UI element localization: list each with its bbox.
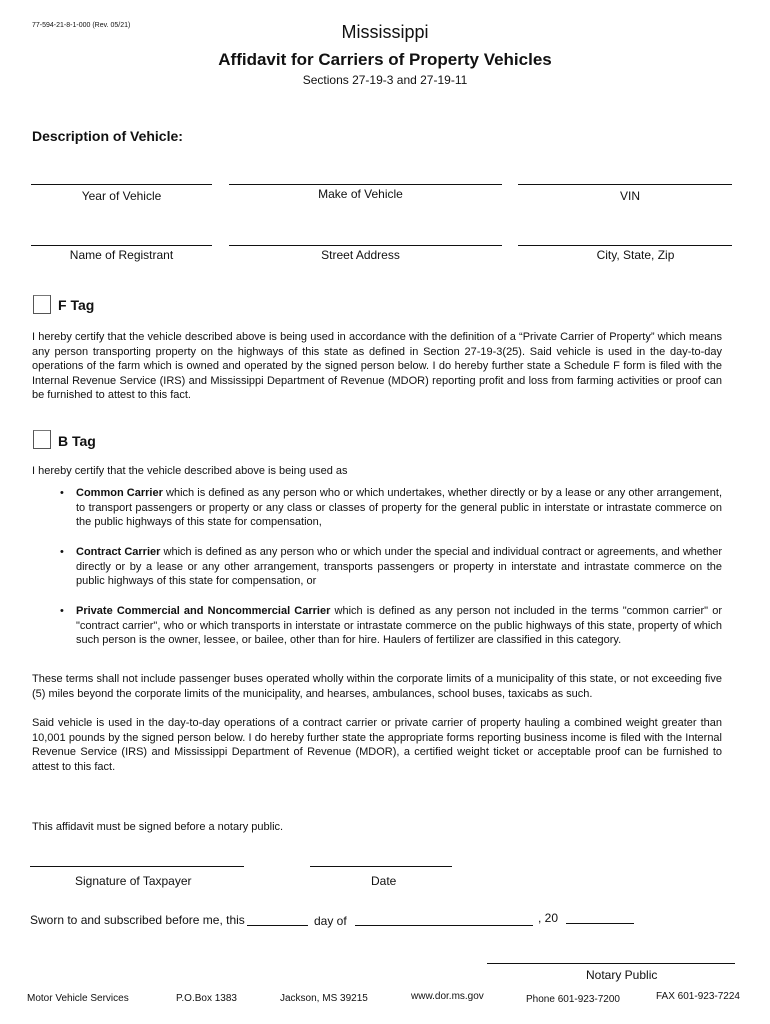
date-field[interactable]: [310, 866, 452, 867]
bullet-icon: •: [60, 605, 64, 617]
footer-department: Motor Vehicle Services: [27, 993, 129, 1004]
year-prefix-text: , 20: [538, 911, 559, 925]
bullet-icon: •: [60, 546, 64, 558]
f-tag-checkbox[interactable]: [33, 295, 51, 314]
footer-city: Jackson, MS 39215: [280, 993, 368, 1004]
vehicle-description-heading: Description of Vehicle:: [32, 128, 183, 144]
footer-fax: FAX 601-923-7224: [656, 991, 740, 1002]
term-contract-carrier: Contract Carrier: [76, 546, 161, 558]
city-label: City, State, Zip: [596, 248, 675, 262]
definition-common-carrier: which is defined as any person who or which undertakes, whether directly or by a lease or any other arrangement, to transport passengers or property or any class or classes of property for the general public in interstate or intrastate commerce on the public highways of this state for compensation,: [76, 487, 722, 529]
street-label: Street Address: [321, 248, 400, 262]
year-label: Year of Vehicle: [81, 189, 162, 203]
notary-signature-field[interactable]: [487, 963, 735, 964]
bullet-icon: •: [60, 487, 64, 499]
notary-notice: This affidavit must be signed before a notary public.: [32, 821, 284, 833]
sworn-text: Sworn to and subscribed before me, this: [30, 913, 245, 927]
state-name: Mississippi: [341, 22, 429, 42]
date-label: Date: [371, 874, 397, 888]
year-field[interactable]: [31, 184, 212, 185]
f-tag-text: I hereby certify that the vehicle described above is being used in accordance with the definition of a “Private Carrier of Property” which means any person transporting property on the highways of this state as defined in Section 27-19-3(25). Said vehicle is used in the day-to-day operations of the farm which is owned and operated by the signed person below. I do hereby further state a Schedule F form is filed with the Internal Revenue Service (IRS) and Mississippi Department of Revenue (MDOR) reporting profit and loss from farming activities or proof can be furnished to attest to this fact.: [32, 331, 722, 402]
day-of-text: day of: [314, 914, 347, 928]
street-field[interactable]: [229, 245, 502, 246]
term-common-carrier: Common Carrier: [76, 487, 163, 499]
sworn-day-field[interactable]: [247, 925, 308, 926]
form-number: 77-594-21-8-1-000 (Rev. 05/21): [32, 22, 131, 29]
vin-label: VIN: [619, 189, 640, 203]
footer-phone: Phone 601-923-7200: [526, 994, 620, 1005]
term-private-carrier: Private Commercial and Noncommercial Carrier: [76, 605, 331, 617]
terms-note: These terms shall not include passenger buses operated wholly within the corporate limits of a municipality of this state, or not exceeding five (5) miles beyond the corporate limits of the municipality, and hearses, ambulances, school buses, taxicabs as such.: [32, 673, 722, 700]
make-field[interactable]: [229, 184, 502, 185]
list-item-contract-carrier: [76, 545, 722, 589]
b-tag-checkbox[interactable]: [33, 430, 51, 449]
footer-website[interactable]: www.dor.ms.gov: [411, 991, 484, 1002]
b-tag-label: B Tag: [58, 433, 96, 449]
taxpayer-signature-field[interactable]: [30, 866, 244, 867]
make-label: Make of Vehicle: [318, 187, 403, 201]
definition-private-carrier: which is defined as any person not included in the terms "common carrier" or "contract carrier", who or which transports in interstate or intrastate commerce on the public highways of this state, property of which such person is the owner, lessee, or bailee, other than for hire. Haulers of fertilizer are classified in this category.: [76, 605, 722, 647]
taxpayer-signature-label: Signature of Taxpayer: [75, 874, 192, 888]
b-tag-intro: I hereby certify that the vehicle described above is being used as: [32, 465, 348, 477]
definition-contract-carrier: which is defined as any person who or which under the special and individual contract or agreements, and whether directly or by a lease or any other arrangement, transports passengers or property in interstate and intrastate commerce on the public highways of this state for compensation, or: [76, 546, 722, 588]
weight-certification-text: Said vehicle is used in the day-to-day operations of a contract carrier or private carrier of property hauling a combined weight greater than 10,001 pounds by the signed person below. I do hereby further state the appropriate forms reporting business income is filed with the Internal Revenue Service (IRS) and Mississippi Department of Revenue (MDOR), a certified weight ticket or acceptable proof can be furnished to attest to this fact.: [32, 717, 722, 773]
sworn-year-field[interactable]: [566, 923, 634, 924]
registrant-field[interactable]: [31, 245, 212, 246]
notary-public-label: Notary Public: [586, 968, 658, 982]
vin-field[interactable]: [518, 184, 732, 185]
list-item-private-carrier: [76, 604, 722, 648]
page-title: Affidavit for Carriers of Property Vehicles: [218, 50, 552, 69]
f-tag-label: F Tag: [58, 297, 95, 313]
list-item-common-carrier: [76, 486, 722, 530]
statute-sections: Sections 27-19-3 and 27-19-11: [302, 73, 468, 87]
footer-po-box: P.O.Box 1383: [176, 993, 237, 1004]
city-state-zip-field[interactable]: [518, 245, 732, 246]
registrant-label: Name of Registrant: [69, 248, 174, 262]
sworn-month-field[interactable]: [355, 925, 533, 926]
